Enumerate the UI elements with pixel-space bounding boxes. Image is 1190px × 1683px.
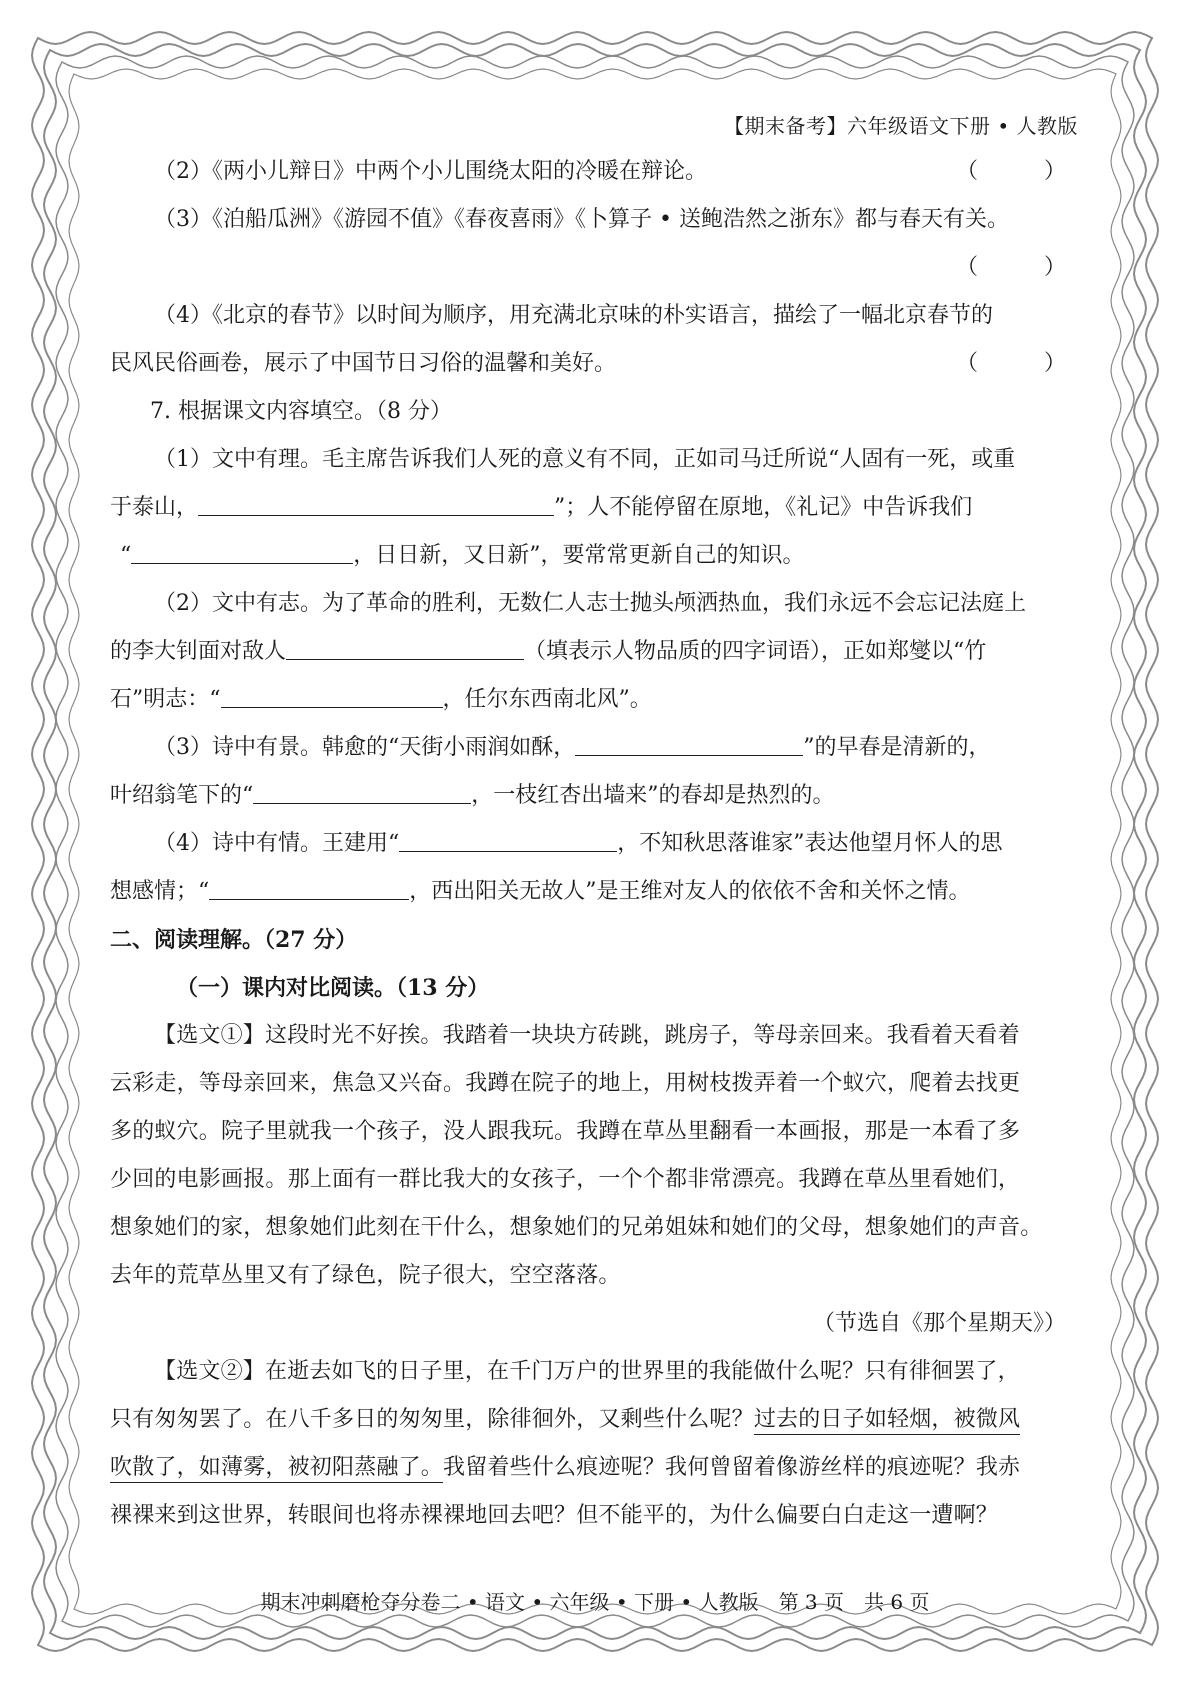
text: ”；人不能停留在原地，《礼记》中告诉我们 bbox=[554, 495, 973, 520]
q7-item-4-line2 bbox=[110, 868, 1080, 916]
passage-2-line3 bbox=[110, 1444, 1080, 1492]
text: 叶绍翁笔下的“ bbox=[110, 783, 254, 808]
fill-blank[interactable] bbox=[221, 685, 443, 708]
text: ，西出阳关无故人”是王维对友人的依依不舍和关怀之情。 bbox=[409, 879, 971, 904]
q7-title: 7. 根据课文内容填空。（8 分） bbox=[150, 399, 452, 424]
text: 的李大钊面对敌人 bbox=[110, 639, 287, 664]
fill-blank[interactable] bbox=[209, 877, 409, 900]
text: ”的早春是清新的， bbox=[803, 735, 991, 760]
text: ，不知秋思落谁家”表达他望月怀人的思 bbox=[617, 831, 1003, 856]
text: （3）诗中有景。韩愈的“天街小雨润如酥， bbox=[154, 735, 576, 760]
passage-2-line4: 裸裸来到这世界，转眼间也将赤裸裸地回去吧？但不能平的，为什么偏要白白走这一遭啊？ bbox=[110, 1503, 999, 1528]
underlined-sentence: 吹散了，如薄雾，被初阳蒸融了。 bbox=[110, 1455, 443, 1483]
q7-item-3-line2 bbox=[110, 772, 1080, 820]
subsection-1-title: （一）课内对比阅读。（13 分） bbox=[176, 975, 490, 1001]
q7-item-1-line2 bbox=[110, 484, 1080, 532]
passage-1-line2: 云彩走，等母亲回来，焦急又兴奋。我蹲在院子的地上，用树枝拨弄着一个蚁穴，爬着去找更 bbox=[110, 1071, 1021, 1096]
q7-item-1-line3 bbox=[110, 532, 1080, 580]
text: 只有匆匆罢了。在八千多日的匆匆里，除徘徊外，又剩些什么呢？ bbox=[110, 1407, 754, 1432]
q6-item-2 bbox=[110, 148, 1080, 196]
fill-blank[interactable] bbox=[399, 829, 617, 852]
section-2-title: 二、阅读理解。（27 分） bbox=[110, 927, 358, 953]
header-series-label: 【期末备考】六年级语文下册 • 人教版 bbox=[723, 114, 1078, 138]
q7-item-2-line2 bbox=[110, 628, 1080, 676]
q7-item-2-line1: （2）文中有志。为了革命的胜利，无数仁人志士抛头颅洒热血，我们永远不会忘记法庭上 bbox=[154, 591, 1027, 616]
text: ，任尔东西南北风”。 bbox=[442, 687, 652, 712]
q6-item-4-text: 民风民俗画卷，展示了中国节日习俗的温馨和美好。 bbox=[110, 351, 617, 376]
text: 这段时光不好挨。我踏着一块块方砖跳，跳房子，等母亲回来。我看着天看着 bbox=[265, 1023, 1020, 1048]
q6-item-3: （3）《泊船瓜洲》《游园不值》《春夜喜雨》《卜算子 • 送鲍浩然之浙东》都与春天有关。 bbox=[154, 207, 1009, 232]
text: 想感情；“ bbox=[110, 879, 210, 904]
fill-blank[interactable] bbox=[286, 637, 524, 660]
fill-blank[interactable] bbox=[253, 781, 471, 804]
answer-paren[interactable]: （ ） bbox=[955, 351, 1066, 376]
q6-item-4-line1: （4）《北京的春节》以时间为顺序，用充满北京味的朴实语言，描绘了一幅北京春节的 bbox=[154, 303, 993, 328]
underlined-sentence: 过去的日子如轻烟，被微风 bbox=[754, 1407, 1020, 1435]
text: （填表示人物品质的四字词语），正如郑燮以“竹 bbox=[524, 639, 987, 664]
q6-item-2-text: （2）《两小儿辩日》中两个小儿围绕太阳的冷暖在辩论。 bbox=[154, 159, 707, 184]
text: （4）诗中有情。王建用“ bbox=[154, 831, 400, 856]
text: ，日日新，又日新”，要常常更新自己的知识。 bbox=[353, 543, 805, 568]
fill-blank[interactable] bbox=[131, 541, 353, 564]
text: 于泰山， bbox=[110, 495, 199, 520]
q7-item-2-line3 bbox=[110, 676, 1080, 724]
answer-paren[interactable]: （ ） bbox=[955, 159, 1066, 184]
passage-1-line6: 去年的荒草丛里又有了绿色，院子很大，空空落落。 bbox=[110, 1263, 621, 1288]
text: 我留着些什么痕迹呢？我何曾留着像游丝样的痕迹呢？我赤 bbox=[443, 1455, 1021, 1480]
q7-item-4-line1 bbox=[110, 820, 1080, 868]
fill-blank[interactable] bbox=[575, 733, 803, 756]
q7-item-3-line1 bbox=[110, 724, 1080, 772]
text: “ bbox=[120, 543, 132, 568]
text: 在逝去如飞的日子里，在千门万户的世界里的我能做什么呢？只有徘徊罢了， bbox=[265, 1359, 1020, 1384]
text: 石”明志：“ bbox=[110, 687, 221, 712]
passage-1-line5: 想象她们的家，想象她们此刻在干什么，想象她们的兄弟姐妹和她们的父母，想象她们的声音。 bbox=[110, 1215, 1043, 1240]
page-content bbox=[110, 148, 1080, 1540]
passage-1-line4: 少回的电影画报。那上面有一群比我大的女孩子，一个个都非常漂亮。我蹲在草丛里看她们， bbox=[110, 1167, 1021, 1192]
passage-1-source: （节选自《那个星期天》） bbox=[812, 1311, 1066, 1336]
q7-item-1-line1: （1）文中有理。毛主席告诉我们人死的意义有不同，正如司马迁所说“人固有一死，或重 bbox=[154, 447, 1016, 472]
fill-blank[interactable] bbox=[198, 493, 554, 516]
q6-item-4-line2 bbox=[110, 340, 1080, 388]
passage-2-line2 bbox=[110, 1396, 1080, 1444]
text: ，一枝红杏出墙来”的春却是热烈的。 bbox=[471, 783, 835, 808]
passage-1-tag: 【选文①】 bbox=[154, 1023, 266, 1048]
passage-1-line3: 多的蚁穴。院子里就我一个孩子，没人跟我玩。我蹲在草丛里翻看一本画报，那是一本看了多 bbox=[110, 1119, 1021, 1144]
passage-2-line1 bbox=[110, 1348, 1080, 1396]
passage-1-line1 bbox=[110, 1012, 1080, 1060]
passage-2-tag: 【选文②】 bbox=[154, 1359, 266, 1384]
footer-page-info: 期末冲刺磨枪夺分卷二 • 语文 • 六年级 • 下册 • 人教版 第 3 页 共 6 页 bbox=[260, 1590, 930, 1614]
answer-paren[interactable]: （ ） bbox=[955, 255, 1066, 280]
